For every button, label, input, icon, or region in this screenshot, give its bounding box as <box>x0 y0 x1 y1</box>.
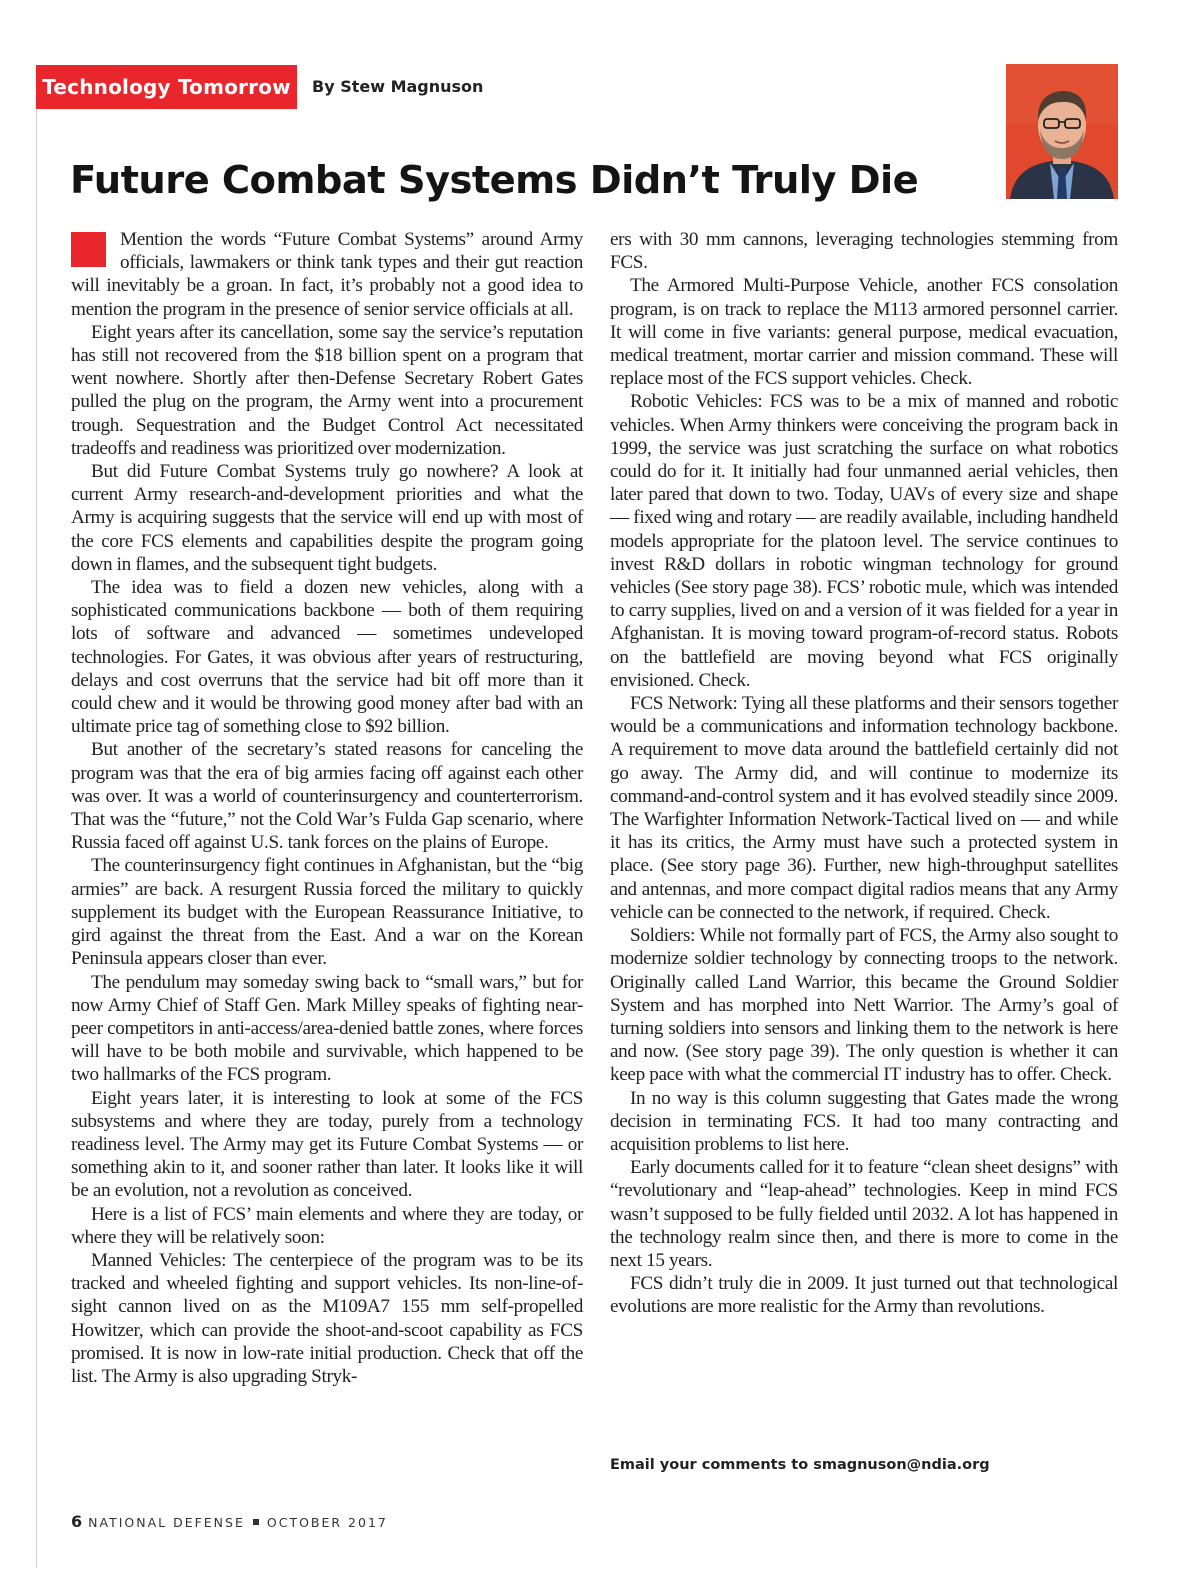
article-paragraph: Eight years later, it is interesting to look at some of the FCS subsystems and where they are today, purely from a technology readiness level. The Army may get its Future Combat Systems — or something akin to it, and sooner rather than later. It looks like it will be an evolution, not a revolution as conceived. <box>71 1087 583 1202</box>
publication-name: NATIONAL DEFENSE <box>88 1515 245 1530</box>
article-paragraph: FCS didn’t truly die in 2009. It just turned out that technological evolutions are more realistic for the Army than revolutions. <box>610 1273 1118 1318</box>
article-paragraph: The idea was to field a dozen new vehicles, along with a sophisticated communications backbone — both of them requiring lots of software and advanced — sometimes undeveloped technologies. For Gates, it was obvious after years of restructuring, delays and cost overruns that the service had bit off more than it could chew and it would be throwing good money after bad with an ultimate price tag of something close to $92 billion. <box>71 577 583 738</box>
article-paragraph: Robotic Vehicles: FCS was to be a mix of manned and robotic vehicles. When Army thinkers were conceiving the program back in 1999, the service was just scratching the surface on what robotics could do for it. It initially had four unmanned aerial vehicles, then later pared that down to two. Today, UAVs of every size and shape — fixed wing and rotary — are readily available, including handheld models appropriate for the platoon level. The service continues to invest R&D dollars in robotic wingman technology for ground vehicles (See story page 38). FCS’ robotic mule, which was intended to carry supplies, lived on and a version of it was fielded for a year in Afghanistan. It is moving toward program-of-record status. Robots on the battlefield are moving beyond what FCS originally envisioned. Check. <box>610 391 1118 691</box>
separator-square-icon <box>253 1519 259 1525</box>
article-paragraph: Here is a list of FCS’ main elements and where they are today, or where they will be relatively soon: <box>71 1203 583 1248</box>
article-paragraph: Soldiers: While not formally part of FCS, the Army also sought to modernize soldier technology by connecting troops to the network. Originally called Land Warrior, this became the Ground Soldier System and has morphed into Nett Warrior. The Army’s goal of turning soldiers into sensors and linking them to the network is here and now. (See story page 39). The only question is whether it can keep pace with what the commercial IT industry has to offer. Check. <box>610 925 1118 1086</box>
email-comments-line: Email your comments to smagnuson@ndia.org <box>610 1457 990 1473</box>
article-paragraph: In no way is this column suggesting that Gates made the wrong decision in terminating FCS. It had too many contracting and acquisition problems to list here. <box>610 1087 1118 1155</box>
article-paragraph: Mention the words “Future Combat Systems” around Army officials, lawmakers or think tank types and their gut reaction will inevitably be a groan. In fact, it’s probably not a good idea to mention the program in the presence of senior service officials at all. <box>71 229 583 320</box>
article-paragraph: But another of the secretary’s stated reasons for canceling the program was that the era of big armies facing off against each other was over. It was a world of counterinsurgency and counterterrorism. That was the “future,” not the Cold War’s Fulda Gap scenario, where Russia faced off against U.S. tank forces on the plains of Europe. <box>71 739 583 854</box>
issue-date: OCTOBER 2017 <box>266 1515 388 1530</box>
article-paragraph: Manned Vehicles: The centerpiece of the program was to be its tracked and wheeled fighting and support vehicles. Its non-line-of-sight cannon lived on as the M109A7 155 mm self-propelled Howitzer, which can provide the shoot-and-scoot capability as FCS promised. It is now in low-rate initial production. Check that off the list. The Army is also upgrading Stryk- <box>71 1249 583 1387</box>
article-paragraph: The pendulum may someday swing back to “small wars,” but for now Army Chief of Staff Gen. Mark Milley speaks of fighting near-peer competitors in anti-access/area-denied battle zones, where forces will have to be both mobile and survivable, which happened to be two hallmarks of the FCS program. <box>71 971 583 1086</box>
page-number: 6 <box>71 1512 83 1531</box>
section-tag: Technology Tomorrow <box>36 65 297 109</box>
article-paragraph: ers with 30 mm cannons, leveraging technologies stemming from FCS. <box>610 229 1118 274</box>
author-photo <box>1006 64 1118 199</box>
article-paragraph: But did Future Combat Systems truly go nowhere? A look at current Army research-and-development priorities and what the Army is acquiring suggests that the service will end up with most of the core FCS elements and capabilities despite the program going down in flames, and the subsequent tight budgets. <box>71 461 583 575</box>
headline: Future Combat Systems Didn’t Truly Die <box>70 158 919 203</box>
left-margin-rule <box>36 108 37 1568</box>
article-paragraph: Eight years after its cancellation, some say the service’s reputation has still not recovered from the $18 billion spent on a program that went nowhere. Shortly after then-Defense Secretary Robert Gates pulled the plug on the program, the Army went into a procurement trough. Sequestration and the Budget Control Act necessitated tradeoffs and readiness was prioritized over modernization. <box>71 321 583 459</box>
article-paragraph: Early documents called for it to feature “clean sheet designs” with “revolutionary and “leap-ahead” technologies. Keep in mind FCS wasn’t supposed to be fully fielded until 2032. A lot has happened in the technology realm since then, and there is more to come in the next 15 years. <box>610 1157 1118 1271</box>
drop-square-icon <box>71 232 106 267</box>
article-column-left <box>71 228 583 1388</box>
page-footer <box>71 1512 388 1531</box>
article-paragraph: The Armored Multi-Purpose Vehicle, another FCS consolation program, is on track to replace the M113 armored personnel carrier. It will come in five variants: general purpose, medical evacuation, medical treatment, mortar carrier and mission command. These will replace most of the FCS support vehicles. Check. <box>610 275 1118 390</box>
article-column-right <box>610 228 1118 1319</box>
byline: By Stew Magnuson <box>312 77 484 96</box>
article-paragraph: FCS Network: Tying all these platforms and their sensors together would be a communications and information technology backbone. A requirement to move data around the battlefield certainly did not go away. The Army did, and will continue to modernize its command-and-control system and it has evolved steadily since 2009. The Warfighter Information Network-Tactical lived on — and while it has its critics, the Army must have such a protected system in place. (See story page 36). Further, new high-throughput satellites and antennas, and more compact digital radios means that any Army vehicle can be connected to the network, if required. Check. <box>610 693 1118 923</box>
article-paragraph: The counterinsurgency fight continues in Afghanistan, but the “big armies” are back. A resurgent Russia forced the military to quickly supplement its budget with the European Reassurance Initiative, to gird against the threat from the East. And a war on the Korean Peninsula appears closer than ever. <box>71 855 583 970</box>
